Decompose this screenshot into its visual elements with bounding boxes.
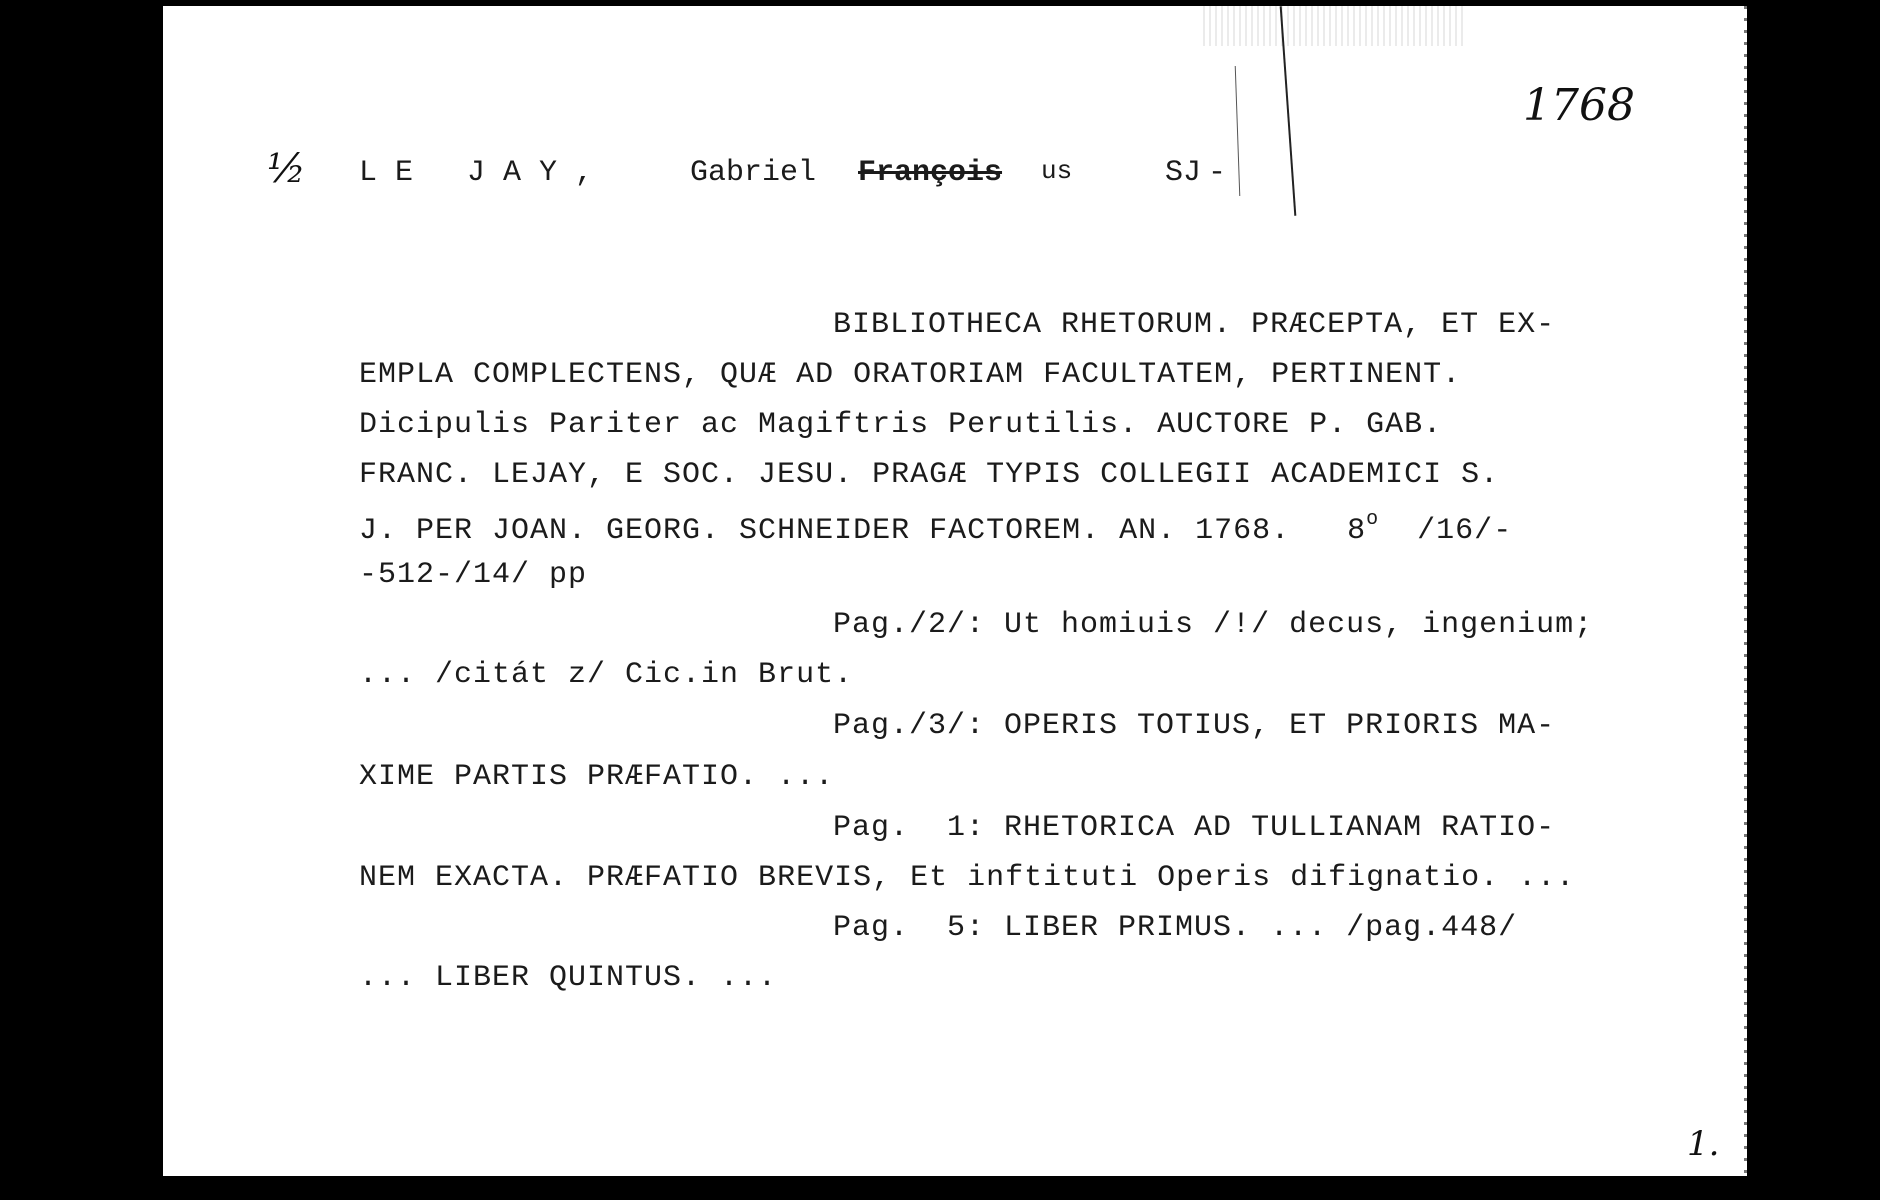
text-line-11: Pag. 1: RHETORICA AD TULLIANAM RATIO- [833,811,1556,845]
card-number: 1. [1687,1124,1720,1164]
heading-surname: L E J A Y , [359,156,594,190]
format-degree: o [1366,508,1380,531]
text-line-8: ... /citát z/ Cic.in Brut. [359,658,854,692]
text-line-6: -512-/14/ pp [359,558,588,592]
year-annotation: 1768 [1523,80,1635,131]
text-line-9: Pag./3/: OPERIS TOTIUS, ET PRIORIS MA- [833,709,1556,743]
heading-order: SJ [1165,156,1202,190]
text-line-1: BIBLIOTHECA RHETORUM. PRÆCEPTA, ET EX- [833,308,1556,342]
text-line-5 [359,508,1512,548]
text-line-4: FRANC. LEJAY, E SOC. JESU. PRAGÆ TYPIS COLLEGII ACADEMICI S. [359,458,1500,492]
scan-noise [1203,6,1463,46]
text-line-12: NEM EXACTA. PRÆFATIO BREVIS, Et inftituti Operis difignatio. ... [359,861,1576,895]
heading [163,156,1747,200]
catalog-card [163,6,1747,1176]
text-line-2: EMPLA COMPLECTENS, QUÆ AD ORATORIAM FACULTATEM, PERTINENT. [359,358,1462,392]
text-line-7: Pag./2/: Ut homiuis /!/ decus, ingenium; [833,608,1594,642]
heading-dash: - [1208,156,1227,190]
margin-mark: ½ [267,146,306,192]
heading-struck-name: François [858,156,1003,190]
text-line-10: XIME PARTIS PRÆFATIO. ... [359,760,835,794]
heading-given-name: Gabriel [690,156,817,190]
text-line-13: Pag. 5: LIBER PRIMUS. ... /pag.448/ [833,911,1518,945]
heading-latin-suffix: us [1041,156,1073,186]
text-line-14: ... LIBER QUINTUS. ... [359,961,778,995]
text-line-5-tail: /16/- [1379,514,1513,548]
text-line-5-main: J. PER JOAN. GEORG. SCHNEIDER FACTOREM. AN. 1768. 8 [359,514,1367,548]
text-line-3: Dicipulis Pariter ac Magiftris Perutilis. AUCTORE P. GAB. [359,408,1443,442]
